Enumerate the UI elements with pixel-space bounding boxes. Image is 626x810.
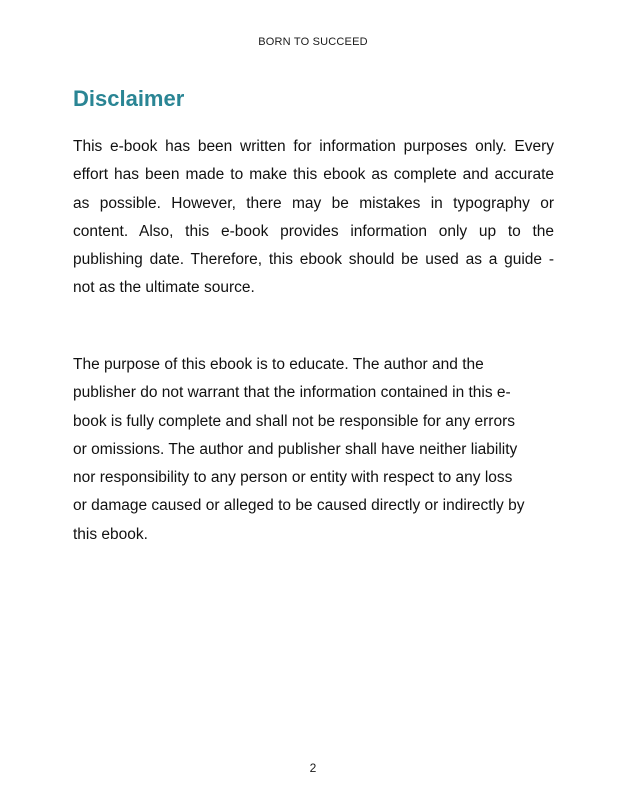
paragraph-line: publisher do not warrant that the information contained in this e- — [73, 384, 511, 402]
page-number: 2 — [309, 761, 317, 775]
paragraph-line: publishing date. Therefore, this ebook should be used as a guide - — [73, 251, 554, 269]
paragraph-line: as possible. However, there may be mistakes in typography or — [73, 194, 554, 212]
paragraph-line: this ebook. — [73, 525, 148, 543]
paragraph-line: content. Also, this e-book provides information only up to the — [73, 222, 554, 240]
running-header: BORN TO SUCCEED — [258, 36, 368, 48]
paragraph-line: not as the ultimate source. — [73, 279, 255, 297]
paragraph-line: nor responsibility to any person or entity with respect to any loss — [73, 469, 513, 487]
disclaimer-paragraph-1 — [73, 133, 554, 303]
page-title: Disclaimer — [73, 86, 185, 111]
paragraph-line: effort has been made to make this ebook as complete and accurate — [73, 166, 554, 184]
paragraph-line: This e-book has been written for information purposes only. Every — [73, 138, 554, 155]
paragraph-line: The purpose of this ebook is to educate. The author and the — [73, 356, 484, 373]
paragraph-line: or damage caused or alleged to be caused directly or indirectly by — [73, 497, 525, 515]
disclaimer-paragraph-2 — [73, 351, 563, 549]
paragraph-line: or omissions. The author and publisher shall have neither liability — [73, 440, 518, 458]
paragraph-line: book is fully complete and shall not be responsible for any errors — [73, 412, 515, 430]
